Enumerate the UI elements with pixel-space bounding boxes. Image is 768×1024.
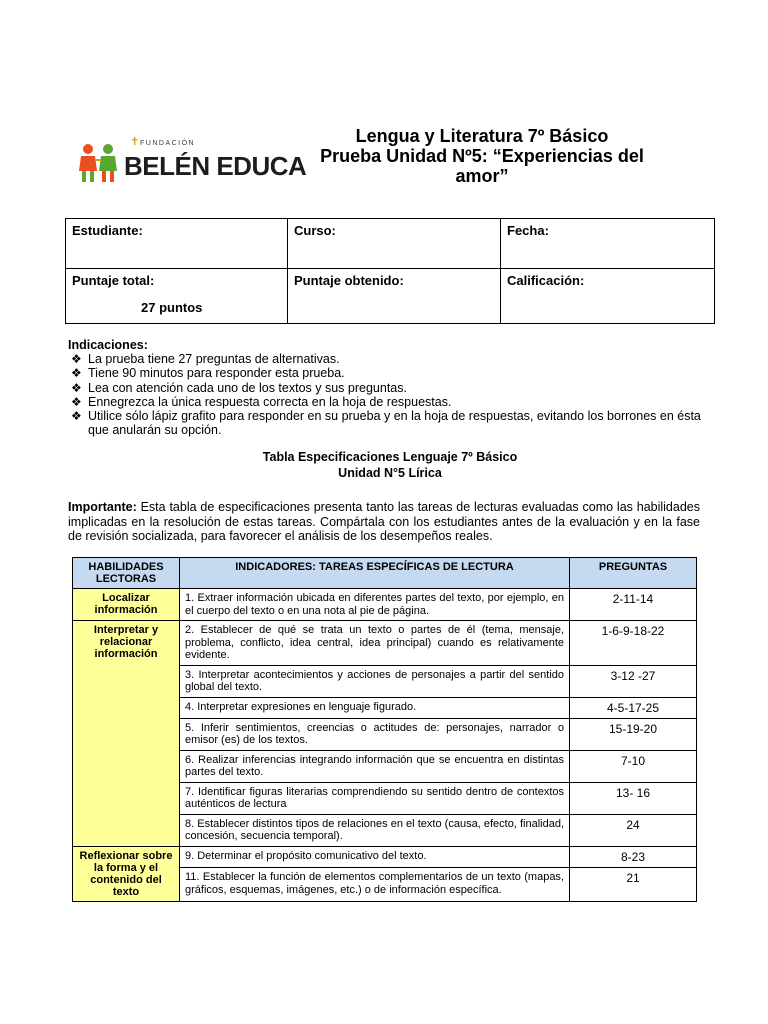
indicaciones-list <box>68 352 708 437</box>
preguntas-cell: 7-10 <box>570 750 697 782</box>
indicador-cell: 6. Realizar inferencias integrando información que se encuentra en distintas partes del texto. <box>180 750 570 782</box>
belen-educa-logo <box>76 136 307 184</box>
diamond-bullet-icon: ❖ <box>71 380 82 395</box>
curso-field[interactable] <box>288 219 501 269</box>
table-row <box>73 621 697 666</box>
curso-label: Curso: <box>294 223 336 238</box>
children-logo-icon <box>76 140 124 184</box>
diamond-bullet-icon: ❖ <box>71 394 82 409</box>
preguntas-cell: 3-12 -27 <box>570 665 697 697</box>
habilidad-reflexionar: Reflexionar sobre la forma y el contenido del texto <box>73 846 180 901</box>
preguntas-cell: 13- 16 <box>570 782 697 814</box>
indicador-cell: 4. Interpretar expresiones en lenguaje figurado. <box>180 697 570 718</box>
importante-text: Esta tabla de especificaciones presenta tanto las tareas de lecturas evaluadas como las habilidades implicadas en la resolución de estas tareas. Compártala con los estudiantes antes de la evaluación y en la fase de revisión socializada, para favorecer el análisis de los desempeños reales. <box>68 500 700 543</box>
indicaciones-title: Indicaciones: <box>68 338 148 352</box>
student-info-table <box>65 218 715 324</box>
title-line-3: amor” <box>455 166 509 186</box>
indicador-cell: 1. Extraer información ubicada en diferentes partes del texto, por ejemplo, en el cuerpo del texto o en una nota al pie de página. <box>180 589 570 621</box>
list-item <box>68 366 708 380</box>
diamond-bullet-icon: ❖ <box>71 352 82 367</box>
indicador-cell: 11. Establecer la función de elementos complementarios de un texto (mapas, gráficos, esquemas, imágenes, etc.) o de información específica. <box>180 868 570 901</box>
preguntas-cell: 8-23 <box>570 846 697 868</box>
list-item-text: La prueba tiene 27 preguntas de alternativas. <box>88 352 340 367</box>
list-item-text: Utilice sólo lápiz grafito para responder en su prueba y en la hoja de respuestas, evitando los borrones en ésta que anularán su opción. <box>88 409 701 438</box>
preguntas-cell: 21 <box>570 868 697 901</box>
page-title <box>300 126 664 186</box>
habilidad-localizar: Localizar información <box>73 589 180 621</box>
tabla-title <box>160 449 620 481</box>
indicador-cell: 8. Establecer distintos tipos de relaciones en el texto (causa, efecto, finalidad, concesión, secuencia temporal). <box>180 814 570 846</box>
preguntas-cell: 1-6-9-18-22 <box>570 621 697 666</box>
table-row <box>73 846 697 868</box>
puntaje-total-value: 27 puntos <box>141 300 203 315</box>
importante-paragraph <box>68 500 700 544</box>
list-item <box>68 409 708 437</box>
list-item-text: Lea con atención cada uno de los textos y sus preguntas. <box>88 380 407 395</box>
calificacion-field[interactable] <box>501 269 715 324</box>
preguntas-cell: 4-5-17-25 <box>570 697 697 718</box>
calificacion-label: Calificación: <box>507 273 585 288</box>
estudiante-field[interactable] <box>66 219 288 269</box>
indicador-cell: 2. Establecer de qué se trata un texto o partes de él (tema, mensaje, problema, conflicto, idea central, idea principal) cuando es relativamente evidente. <box>180 621 570 666</box>
tabla-title-line-1: Tabla Especificaciones Lenguaje 7º Básico <box>262 450 518 464</box>
fecha-label: Fecha: <box>507 223 549 238</box>
table-row <box>73 589 697 621</box>
list-item-text: Tiene 90 minutos para responder esta prueba. <box>88 366 345 381</box>
title-line-1: Lengua y Literatura 7º Básico <box>355 126 609 146</box>
fecha-field[interactable] <box>501 219 715 269</box>
habilidad-interpretar: Interpretar y relacionar información <box>73 621 180 847</box>
puntaje-total-label: Puntaje total: <box>72 273 155 288</box>
header-preguntas: PREGUNTAS <box>570 558 697 589</box>
indicador-cell: 5. Inferir sentimientos, creencias o actitudes de: personajes, narrador o emisor (es) de los textos. <box>180 718 570 750</box>
table-header-row <box>73 558 697 589</box>
list-item <box>68 352 708 366</box>
puntaje-obtenido-field[interactable] <box>288 269 501 324</box>
tabla-title-line-2: Unidad N°5 Lírica <box>338 466 442 480</box>
indicador-cell: 9. Determinar el propósito comunicativo del texto. <box>180 846 570 868</box>
preguntas-cell: 2-11-14 <box>570 589 697 621</box>
diamond-bullet-icon: ❖ <box>71 409 82 424</box>
puntaje-obtenido-label: Puntaje obtenido: <box>294 273 404 288</box>
list-item <box>68 381 708 395</box>
preguntas-cell: 24 <box>570 814 697 846</box>
puntaje-total-field <box>66 269 288 324</box>
specifications-table <box>72 557 697 902</box>
preguntas-cell: 15-19-20 <box>570 718 697 750</box>
header-habilidades: HABILIDADES LECTORAS <box>73 558 180 589</box>
indicador-cell: 3. Interpretar acontecimientos y acciones de personajes a partir del sentido global del texto. <box>180 665 570 697</box>
indicaciones-section <box>68 338 708 437</box>
header-indicadores: INDICADORES: TAREAS ESPECÍFICAS DE LECTURA <box>180 558 570 589</box>
title-line-2: Prueba Unidad Nº5: “Experiencias del <box>320 146 644 166</box>
logo-fundacion: FUNDACIÓN <box>140 140 196 147</box>
list-item-text: Ennegrezca la única respuesta correcta en la hoja de respuestas. <box>88 394 452 409</box>
indicador-cell: 7. Identificar figuras literarias comprendiendo su sentido dentro de contextos auténticos de lectura <box>180 782 570 814</box>
estudiante-label: Estudiante: <box>72 223 143 238</box>
list-item <box>68 395 708 409</box>
cross-icon: ✝ <box>130 136 140 148</box>
logo-text: BELÉN EDUCA <box>124 151 307 181</box>
diamond-bullet-icon: ❖ <box>71 366 82 381</box>
importante-label: Importante: <box>68 500 137 514</box>
